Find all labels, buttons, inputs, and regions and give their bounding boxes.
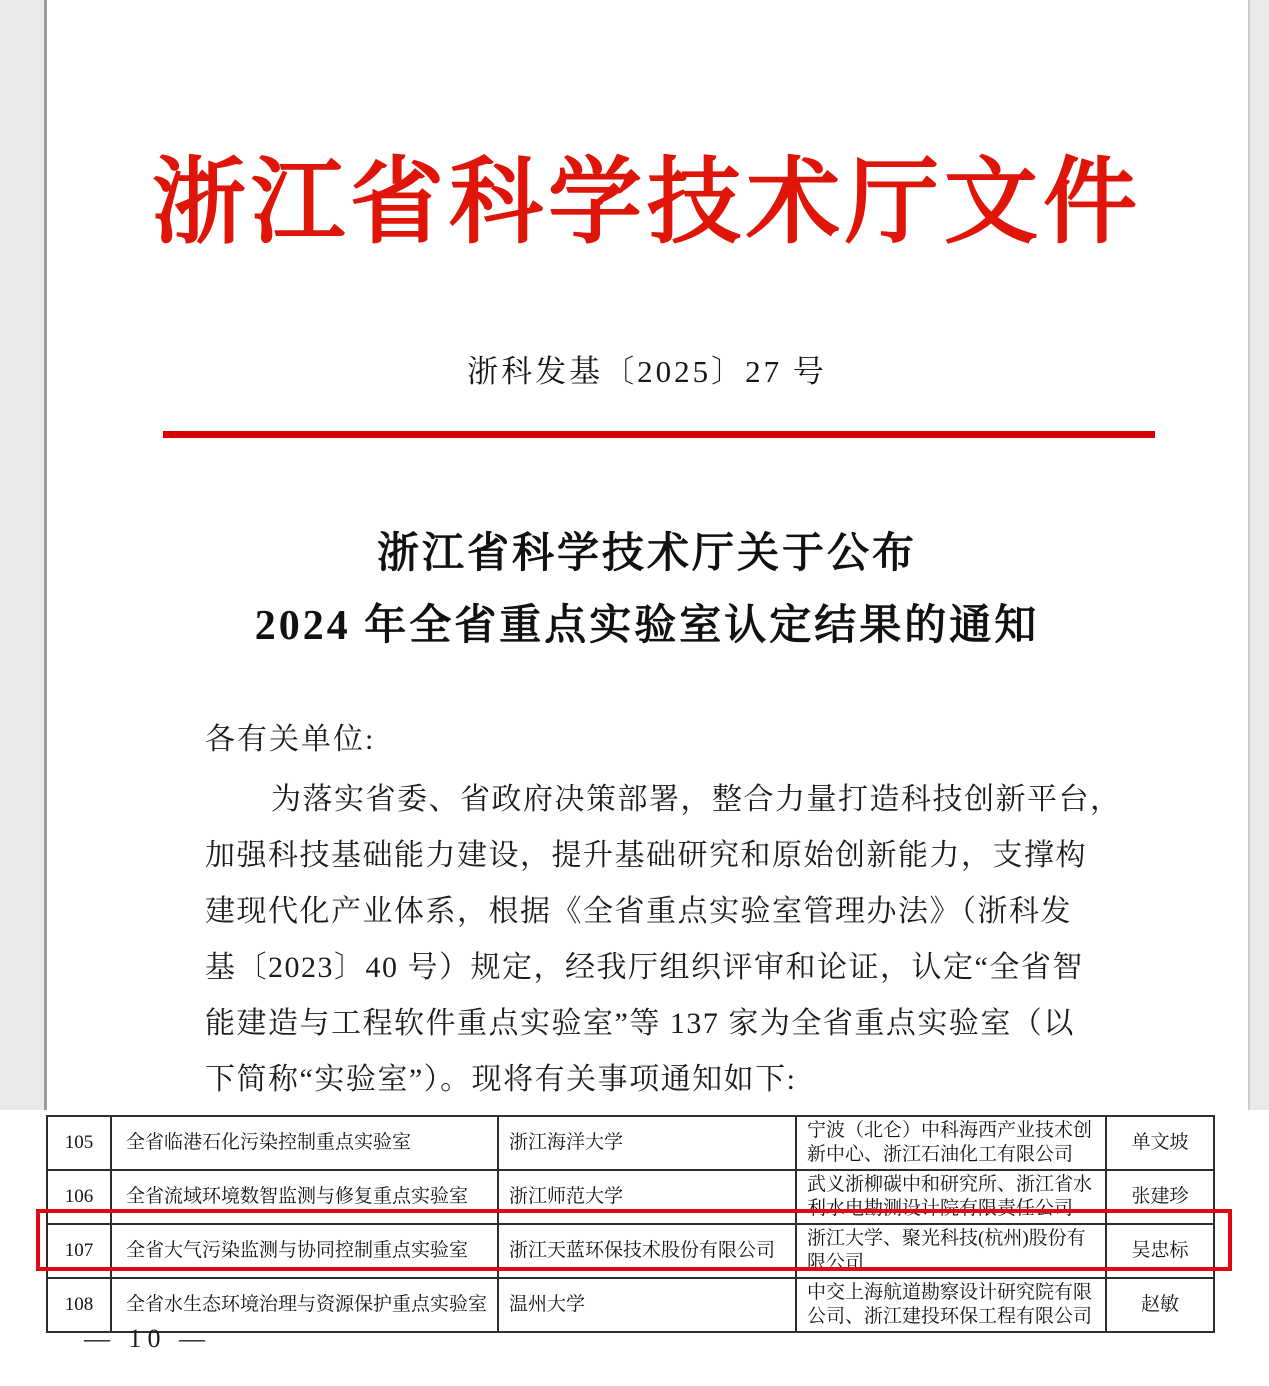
body-line: 能建造与工程软件重点实验室”等 137 家为全省重点实验室（以 xyxy=(205,1007,1075,1040)
institution-name: 浙江海洋大学 xyxy=(498,1116,796,1170)
table-row xyxy=(47,1224,1214,1278)
director-name: 吴忠标 xyxy=(1106,1224,1214,1278)
letterhead-title: 浙江省科学技术厅文件 xyxy=(151,151,1142,255)
director-name: 张建珍 xyxy=(1106,1170,1214,1224)
body-line: 基〔2023〕40 号）规定，经我厅组织评审和论证，认定“全省智 xyxy=(205,951,1084,984)
partner-institutions: 中交上海航道勘察设计研究院有限公司、浙江建投环保工程有限公司 xyxy=(796,1278,1106,1332)
body-line: 建现代化产业体系，根据《全省重点实验室管理办法》（浙科发 xyxy=(205,895,1072,928)
lab-name: 全省水生态环境治理与资源保护重点实验室 xyxy=(111,1278,498,1332)
body-line: 下简称“实验室”）。现将有关事项通知如下: xyxy=(205,1063,797,1096)
salutation: 各有关单位: xyxy=(205,723,376,756)
institution-name: 温州大学 xyxy=(498,1278,796,1332)
institution-name: 浙江天蓝环保技术股份有限公司 xyxy=(498,1224,796,1278)
notice-title-line2: 2024 年全省重点实验室认定结果的通知 xyxy=(254,603,1040,649)
institution-name: 浙江师范大学 xyxy=(498,1170,796,1224)
director-name: 赵敏 xyxy=(1106,1278,1214,1332)
partner-institutions: 武义浙柳碳中和研究所、浙江省水利水电勘测设计院有限责任公司 xyxy=(796,1170,1106,1224)
lab-name: 全省大气污染监测与协同控制重点实验室 xyxy=(111,1224,498,1278)
red-divider-line xyxy=(163,431,1155,438)
page-number: — 10 — xyxy=(84,1324,211,1353)
body-paragraph xyxy=(205,772,1165,1108)
lab-table xyxy=(46,1115,1215,1333)
lab-name: 全省流域环境数智监测与修复重点实验室 xyxy=(111,1170,498,1224)
row-no: 105 xyxy=(47,1116,111,1170)
row-no: 108 xyxy=(47,1278,111,1332)
page-margin-left xyxy=(0,0,47,1110)
table-row xyxy=(47,1170,1214,1224)
body-line: 为落实省委、省政府决策部署，整合力量打造科技创新平台， xyxy=(271,783,1122,816)
table-row xyxy=(47,1278,1214,1332)
partner-institutions: 浙江大学、聚光科技(杭州)股份有限公司 xyxy=(796,1224,1106,1278)
table-row xyxy=(47,1116,1214,1170)
lab-table-section xyxy=(0,1110,1269,1386)
partner-institutions: 宁波（北仑）中科海西产业技术创新中心、浙江石油化工有限公司 xyxy=(796,1116,1106,1170)
body-line: 加强科技基础能力建设，提升基础研究和原始创新能力，支撑构 xyxy=(205,839,1087,872)
director-name: 单文坡 xyxy=(1106,1116,1214,1170)
notice-title-line1: 浙江省科学技术厅关于公布 xyxy=(376,531,917,577)
page-margin-right xyxy=(1248,0,1269,1113)
document-number: 浙科发基〔2025〕27 号 xyxy=(467,354,827,389)
row-no: 107 xyxy=(47,1224,111,1278)
lab-name: 全省临港石化污染控制重点实验室 xyxy=(111,1116,498,1170)
row-no: 106 xyxy=(47,1170,111,1224)
